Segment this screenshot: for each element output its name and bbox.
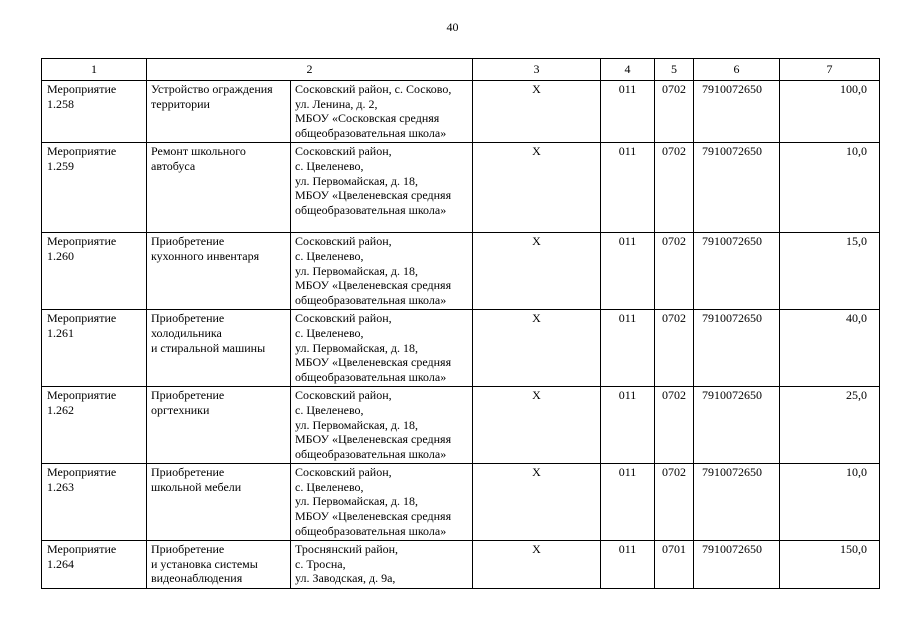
event-cell-line: 1.258	[47, 96, 74, 111]
col6-cell: 7910072650	[694, 143, 780, 233]
event-cell	[42, 143, 147, 233]
name-cell-line: Устройство ограждения	[151, 82, 273, 96]
name-cell-line: школьной мебели	[151, 479, 242, 494]
name-cell	[147, 387, 291, 464]
col4-cell: 011	[601, 310, 655, 387]
location-cell	[291, 464, 473, 541]
name-cell-line: Приобретение	[151, 542, 225, 557]
col5-cell: 0702	[655, 143, 694, 233]
name-cell	[147, 541, 291, 589]
column-header-4: 4	[601, 59, 655, 81]
name-cell-line: видеонаблюдения	[151, 571, 243, 586]
location-cell-line: Троснянский район,	[295, 542, 399, 557]
col7-cell: 25,0	[780, 387, 880, 464]
location-cell-line: МБОУ «Цвеленевская средняя	[295, 355, 452, 370]
column-header-6: 6	[694, 59, 780, 81]
event-cell-line: Мероприятие	[47, 144, 117, 159]
location-cell-line: с. Цвеленево,	[295, 325, 364, 340]
col7-cell: 10,0	[780, 464, 880, 541]
location-cell	[291, 81, 473, 143]
location-cell-line: общеобразовательная школа»	[295, 202, 447, 217]
col5-cell: 0702	[655, 81, 694, 143]
event-cell-line: 1.259	[47, 158, 74, 173]
table-body	[42, 81, 880, 589]
location-cell-line: МБОУ «Цвеленевская средняя	[295, 188, 452, 203]
name-cell-line: оргтехники	[151, 402, 210, 417]
location-cell-line: ул. Первомайская, д. 18,	[295, 263, 418, 278]
location-cell-line: Сосковский район,	[295, 311, 392, 326]
location-cell-line: Сосковский район,	[295, 465, 392, 480]
col4-cell: 011	[601, 143, 655, 233]
col6-cell: 7910072650	[694, 81, 780, 143]
location-cell	[291, 310, 473, 387]
col7-cell: 15,0	[780, 233, 880, 310]
table-row	[42, 233, 880, 310]
event-cell	[42, 387, 147, 464]
location-cell-line: общеобразовательная школа»	[295, 523, 447, 538]
name-cell	[147, 310, 291, 387]
name-cell	[147, 81, 291, 143]
col3-cell: Х	[473, 541, 601, 589]
table-row	[42, 310, 880, 387]
page-number: 40	[446, 20, 459, 34]
name-cell-line: Приобретение	[151, 234, 225, 249]
location-cell-line: общеобразовательная школа»	[295, 369, 447, 384]
event-cell	[42, 233, 147, 310]
name-cell-line: Приобретение	[151, 311, 225, 326]
name-cell-line: и установка системы	[151, 556, 258, 571]
name-cell-line: холодильника	[151, 325, 222, 340]
col5-cell: 0702	[655, 387, 694, 464]
event-cell	[42, 541, 147, 589]
col4-cell: 011	[601, 387, 655, 464]
col6-cell: 7910072650	[694, 387, 780, 464]
location-cell-line: с. Цвеленево,	[295, 248, 364, 263]
name-cell-line: автобуса	[151, 158, 196, 173]
column-header-1: 1	[42, 59, 147, 81]
name-cell	[147, 143, 291, 233]
event-cell-line: 1.262	[47, 402, 74, 417]
col3-cell: Х	[473, 464, 601, 541]
table-row	[42, 464, 880, 541]
event-cell	[42, 464, 147, 541]
location-cell-line: ул. Первомайская, д. 18,	[295, 340, 418, 355]
event-cell	[42, 81, 147, 143]
event-cell-line: Мероприятие	[47, 388, 117, 403]
col7-cell: 40,0	[780, 310, 880, 387]
location-cell-line: общеобразовательная школа»	[295, 446, 447, 461]
col6-cell: 7910072650	[694, 310, 780, 387]
name-cell-line: Приобретение	[151, 465, 225, 480]
location-cell-line: ул. Первомайская, д. 18,	[295, 494, 418, 509]
location-cell-line: Сосковский район,	[295, 388, 392, 403]
event-cell	[42, 310, 147, 387]
table-header-row	[42, 59, 880, 81]
col4-cell: 011	[601, 541, 655, 589]
location-cell-line: с. Цвеленево,	[295, 158, 364, 173]
column-header-2: 2	[147, 59, 473, 81]
col7-cell: 150,0	[780, 541, 880, 589]
event-cell-line: 1.263	[47, 479, 74, 494]
location-cell-line: МБОУ «Цвеленевская средняя	[295, 509, 452, 524]
col7-cell: 10,0	[780, 143, 880, 233]
event-cell-line: Мероприятие	[47, 311, 117, 326]
col5-cell: 0702	[655, 310, 694, 387]
name-cell	[147, 233, 291, 310]
event-cell-line: Мероприятие	[47, 234, 117, 249]
location-cell-line: общеобразовательная школа»	[295, 292, 447, 307]
location-cell	[291, 387, 473, 464]
col4-cell: 011	[601, 233, 655, 310]
location-cell-line: Сосковский район,	[295, 234, 392, 249]
location-cell-line: Сосковский район, с. Сосково,	[295, 82, 452, 96]
event-cell-line: 1.264	[47, 556, 74, 571]
col6-cell: 7910072650	[694, 233, 780, 310]
location-cell	[291, 541, 473, 589]
col3-cell: Х	[473, 387, 601, 464]
location-cell-line: общеобразовательная школа»	[295, 125, 447, 140]
name-cell	[147, 464, 291, 541]
event-cell-line: 1.260	[47, 248, 74, 263]
name-cell-line: Ремонт школьного	[151, 144, 246, 159]
name-cell-line: кухонного инвентаря	[151, 248, 260, 263]
name-cell-line: Приобретение	[151, 388, 225, 403]
location-cell	[291, 233, 473, 310]
col6-cell: 7910072650	[694, 464, 780, 541]
col7-cell: 100,0	[780, 81, 880, 143]
location-cell-line: с. Тросна,	[295, 556, 346, 571]
table-row	[42, 541, 880, 589]
col5-cell: 0702	[655, 233, 694, 310]
event-cell-line: Мероприятие	[47, 542, 117, 557]
col4-cell: 011	[601, 81, 655, 143]
col5-cell: 0702	[655, 464, 694, 541]
column-header-5: 5	[655, 59, 694, 81]
location-cell-line: Сосковский район,	[295, 144, 392, 159]
table-row	[42, 81, 880, 143]
name-cell-line: территории	[151, 96, 210, 111]
column-header-7: 7	[780, 59, 880, 81]
event-cell-line: 1.261	[47, 325, 74, 340]
col3-cell: Х	[473, 310, 601, 387]
location-cell-line: МБОУ «Сосковская средняя	[295, 111, 440, 126]
col6-cell: 7910072650	[694, 541, 780, 589]
location-cell-line: с. Цвеленево,	[295, 402, 364, 417]
event-cell-line: Мероприятие	[47, 82, 117, 96]
col4-cell: 011	[601, 464, 655, 541]
col5-cell: 0701	[655, 541, 694, 589]
location-cell-line: с. Цвеленево,	[295, 479, 364, 494]
name-cell-line: и стиральной машины	[151, 340, 266, 355]
location-cell-line: ул. Ленина, д. 2,	[295, 96, 378, 111]
budget-table	[41, 58, 880, 589]
location-cell	[291, 143, 473, 233]
event-cell-line: Мероприятие	[47, 465, 117, 480]
col3-cell: Х	[473, 233, 601, 310]
table-row	[42, 387, 880, 464]
col3-cell: Х	[473, 143, 601, 233]
location-cell-line: ул. Заводская, д. 9а,	[295, 571, 396, 586]
location-cell-line: ул. Первомайская, д. 18,	[295, 173, 418, 188]
column-header-3: 3	[473, 59, 601, 81]
location-cell-line: ул. Первомайская, д. 18,	[295, 417, 418, 432]
col3-cell: Х	[473, 81, 601, 143]
location-cell-line: МБОУ «Цвеленевская средняя	[295, 278, 452, 293]
location-cell-line: МБОУ «Цвеленевская средняя	[295, 432, 452, 447]
table-row	[42, 143, 880, 233]
